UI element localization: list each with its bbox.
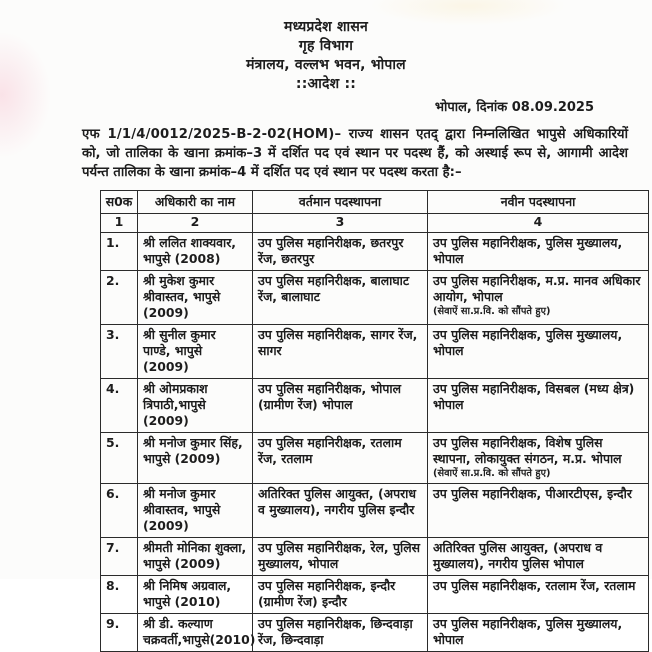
- col-header-officer-name: अधिकारी का नाम: [138, 191, 253, 214]
- current-posting-cell: उप पुलिस महानिरीक्षक, रतलाम रेंज, रतलाम: [253, 433, 428, 484]
- col-number-2: 2: [138, 214, 253, 233]
- officer-name-cell: श्री मनोज कुमार श्रीवास्तव, भापुसे (2009): [138, 484, 253, 538]
- document-letterhead: [0, 0, 652, 94]
- serial-number-cell: 9.: [101, 614, 138, 652]
- serial-number-cell: 2.: [101, 271, 138, 325]
- new-posting-cell: [428, 233, 649, 271]
- serial-number-cell: 4.: [101, 379, 138, 433]
- col-header-new-posting: नवीन पदस्थापना: [428, 191, 649, 214]
- new-posting-cell: [428, 614, 649, 652]
- transfer-order-table: [100, 190, 649, 652]
- current-posting-cell: उप पुलिस महानिरीक्षक, छिन्दवाड़ा रेंज, छिन्दवाड़ा: [253, 614, 428, 652]
- order-table-body: [101, 233, 649, 652]
- current-posting-cell: उप पुलिस महानिरीक्षक, सागर रेंज, सागर: [253, 325, 428, 379]
- government-name: मध्यप्रदेश शासन: [284, 19, 368, 35]
- order-heading: ::आदेश ::: [295, 76, 357, 92]
- new-posting-cell: [428, 325, 649, 379]
- place-and-date: भोपाल, दिनांक 08.09.2025: [434, 100, 594, 115]
- new-posting-cell: [428, 538, 649, 576]
- table-row: [101, 576, 649, 614]
- current-posting-cell: उप पुलिस महानिरीक्षक, भोपाल (ग्रामीण रेंज) भोपाल: [253, 379, 428, 433]
- col-number-4: 4: [428, 214, 649, 233]
- officer-name-cell: श्री ओमप्रकाश त्रिपाठी,भापुसे (2009): [138, 379, 253, 433]
- services-handover-note: (सेवाऐं सा.प्र.वि. को सौंपते हुए): [433, 468, 551, 479]
- table-row: [101, 325, 649, 379]
- current-posting-cell: उप पुलिस महानिरीक्षक, इन्दौर (ग्रामीण रेंज) इन्दौर: [253, 576, 428, 614]
- order-body-text: राज्य शासन एतद् द्वारा निम्नलिखित भापुसे अधिकारियों को, जो तालिका के खाना क्रमांक–3 में दर्शित पद एवं स्थान पर पदस्थ हैं, को अस्थाई रूप से, आगामी आदेश पर्यन्त तालिका के खाना क्रमांक–4 में दर्शित पद एवं स्थान पर पदस्थ करता है:–: [82, 127, 628, 180]
- table-row: [101, 233, 649, 271]
- serial-number-cell: 8.: [101, 576, 138, 614]
- serial-number-cell: 1.: [101, 233, 138, 271]
- serial-number-cell: 6.: [101, 484, 138, 538]
- officer-name-cell: श्री ललित शाक्यवार, भापुसे (2008): [138, 233, 253, 271]
- new-posting-text: उप पुलिस महानिरीक्षक, विसबल (मध्य क्षेत्र) भोपाल: [433, 381, 635, 412]
- table-row: [101, 271, 649, 325]
- table-row: [101, 614, 649, 652]
- current-posting-cell: उप पुलिस महानिरीक्षक, छतरपुर रेंज, छतरपुर: [253, 233, 428, 271]
- table-column-number-row: [101, 214, 649, 233]
- services-handover-note: (सेवाऐं सा.प्र.वि. को सौंपते हुए): [433, 306, 551, 317]
- new-posting-text: उप पुलिस महानिरीक्षक, पीआरटीएस, इन्दौर: [433, 486, 632, 501]
- new-posting-text: उप पुलिस महानिरीक्षक, पुलिस मुख्यालय, भोपाल: [433, 235, 623, 266]
- order-reference-number: एफ 1/1/4/0012/2025-B-2-02(HOM)–: [82, 127, 342, 142]
- table-row: [101, 484, 649, 538]
- new-posting-text: उप पुलिस महानिरीक्षक, विशेष पुलिस स्थापना, लोकायुक्त संगठन, म.प्र. भोपाल: [433, 435, 622, 466]
- officer-name-cell: श्री निमिष अग्रवाल, भापुसे (2010): [138, 576, 253, 614]
- new-posting-cell: [428, 433, 649, 484]
- col-header-serial: स0क: [101, 191, 138, 214]
- col-number-1: 1: [101, 214, 138, 233]
- officer-name-cell: श्रीमती मोनिका शुक्ला, भापुसे (2009): [138, 538, 253, 576]
- officer-name-cell: श्री डी. कल्याण चक्रवर्ती,भापुसे(2010): [138, 614, 253, 652]
- new-posting-cell: [428, 484, 649, 538]
- current-posting-cell: अतिरिक्त पुलिस आयुक्त, (अपराध व मुख्यालय), नगरीय पुलिस इन्दौर: [253, 484, 428, 538]
- new-posting-text: अतिरिक्त पुलिस आयुक्त, (अपराध व मुख्यालय), नगरीय पुलिस भोपाल: [433, 540, 603, 571]
- serial-number-cell: 5.: [101, 433, 138, 484]
- serial-number-cell: 7.: [101, 538, 138, 576]
- col-header-current-posting: वर्तमान पदस्थापना: [253, 191, 428, 214]
- new-posting-text: उप पुलिस महानिरीक्षक, पुलिस मुख्यालय, भोपाल: [433, 327, 623, 358]
- order-body-paragraph: [82, 125, 628, 182]
- new-posting-text: उप पुलिस महानिरीक्षक, पुलिस मुख्यालय, भोपाल: [433, 616, 623, 647]
- new-posting-cell: [428, 271, 649, 325]
- officer-name-cell: श्री मनोज कुमार सिंह, भापुसे (2009): [138, 433, 253, 484]
- table-row: [101, 433, 649, 484]
- new-posting-cell: [428, 576, 649, 614]
- new-posting-text: उप पुलिस महानिरीक्षक, म.प्र. मानव अधिकार आयोग, भोपाल: [433, 273, 641, 304]
- officer-name-cell: श्री सुनील कुमार पाण्डे, भापुसे (2009): [138, 325, 253, 379]
- col-number-3: 3: [253, 214, 428, 233]
- table-header-row: [101, 191, 649, 214]
- current-posting-cell: उप पुलिस महानिरीक्षक, बालाघाट रेंज, बालाघाट: [253, 271, 428, 325]
- table-row: [101, 379, 649, 433]
- table-row: [101, 538, 649, 576]
- new-posting-text: उप पुलिस महानिरीक्षक, रतलाम रेंज, रतलाम: [433, 578, 636, 593]
- office-address: मंत्रालय, वल्लभ भवन, भोपाल: [246, 57, 406, 73]
- officer-name-cell: श्री मुकेश कुमार श्रीवास्तव, भापुसे (2009): [138, 271, 253, 325]
- serial-number-cell: 3.: [101, 325, 138, 379]
- current-posting-cell: उप पुलिस महानिरीक्षक, रेल, पुलिस मुख्यालय, भोपाल: [253, 538, 428, 576]
- new-posting-cell: [428, 379, 649, 433]
- department-name: गृह विभाग: [298, 38, 354, 54]
